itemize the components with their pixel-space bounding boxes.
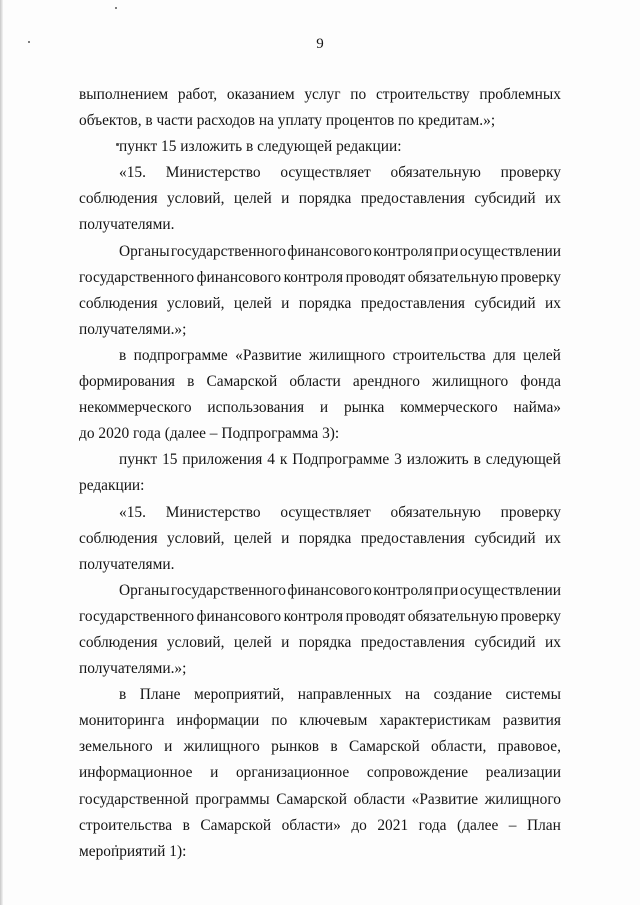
text-line (79, 291, 561, 317)
word: организационное (235, 764, 350, 782)
text-line (79, 82, 561, 108)
text-line: объектов, в части расходов на уплату процентов по кредитам.»; (79, 112, 496, 130)
scan-edge-shadow (0, 0, 3, 905)
word: 3 (394, 451, 402, 469)
word: и (281, 190, 290, 208)
word: Самарской (206, 373, 278, 391)
text-line (79, 526, 561, 552)
word: выполнением (79, 86, 169, 103)
text-line: редакции: (79, 477, 145, 495)
word: соблюдения (79, 190, 158, 208)
word: обязательную (390, 164, 481, 182)
word: финансового (287, 242, 372, 260)
word: и (164, 738, 173, 756)
word: подпрограмме (133, 346, 228, 364)
word: в (330, 738, 338, 756)
word: характеристикам (379, 712, 491, 730)
word: области (353, 790, 406, 808)
word: информационное (79, 764, 193, 782)
word: их (545, 294, 561, 312)
text-line: мероприятий 1): (79, 842, 187, 860)
word: проводят (345, 607, 406, 625)
word: фонда (520, 373, 561, 391)
word: осуществлении (459, 242, 561, 260)
text-line (79, 447, 561, 473)
word: государственного (170, 581, 286, 599)
word: План (527, 816, 561, 834)
word: 4 (267, 451, 275, 469)
word: их (545, 190, 561, 208)
word: на (405, 686, 421, 704)
text-line (79, 604, 561, 630)
text-line (79, 813, 561, 839)
word: «Развитие (235, 346, 302, 364)
word: обязательную (407, 607, 499, 625)
text-line (79, 760, 561, 786)
word: найма» (513, 399, 561, 417)
text-line (79, 186, 561, 212)
word: в (182, 816, 190, 834)
word: проблемных (479, 86, 561, 103)
word: года (418, 816, 447, 834)
text-line (79, 708, 561, 734)
word: некоммерческого (79, 399, 192, 417)
word: предоставления (360, 529, 465, 547)
word: их (545, 633, 561, 651)
word: обязательную (407, 268, 499, 286)
word: строительства (392, 346, 486, 364)
word: целей (233, 294, 272, 312)
text-line (79, 682, 561, 708)
word: сопровождение (366, 764, 469, 782)
word: – (508, 816, 517, 834)
word: жилищного (484, 790, 561, 808)
word: порядка (298, 190, 352, 208)
text-line: получателями. (79, 555, 175, 573)
word: пункт (119, 451, 158, 469)
word: соблюдения (79, 529, 158, 547)
text-line: получателями.»; (79, 660, 187, 678)
word: контроля (283, 268, 344, 286)
text-line (79, 734, 561, 760)
word: контроля (373, 242, 433, 260)
word: Самарской (276, 790, 347, 808)
word: в (187, 373, 195, 391)
text-line: получателями.»; (79, 320, 187, 338)
word: для (493, 346, 516, 364)
word: развития (502, 712, 561, 730)
word: жилищного (432, 373, 509, 391)
word: мониторинга (79, 712, 165, 730)
word: финансового (196, 268, 282, 286)
word: их (545, 529, 561, 547)
word: условий, (166, 190, 225, 208)
word: области, (431, 738, 487, 756)
word: Органы (119, 242, 170, 260)
word: государственной (79, 790, 189, 808)
text-line (79, 265, 561, 291)
word: обязательную (390, 503, 481, 521)
word: предоставления (360, 190, 465, 208)
word: осуществляет (280, 164, 371, 182)
word: предоставления (360, 294, 465, 312)
word: приложения (182, 451, 263, 469)
text-line: до 2020 года (далее – Подпрограмма 3): (79, 425, 340, 443)
word: государственного (79, 268, 195, 286)
word: направленных (297, 686, 392, 704)
word: государственного (79, 607, 195, 625)
text-line: получателями. (79, 216, 175, 234)
word: и (210, 764, 219, 782)
text-line (79, 160, 561, 186)
word: осуществлении (459, 581, 561, 599)
text-line (79, 630, 561, 656)
word: осуществляет (280, 503, 371, 521)
word: формирования (79, 373, 175, 391)
word: целей (233, 190, 272, 208)
word: предоставления (360, 633, 465, 651)
word: до (351, 816, 367, 834)
word: Органы (119, 581, 170, 599)
word: в (473, 451, 481, 469)
text-line (79, 239, 561, 265)
word: (далее (457, 816, 499, 834)
word: субсидий (474, 529, 536, 547)
word: и (319, 399, 329, 417)
word: Министерство (165, 503, 261, 521)
word: проверку (500, 607, 561, 625)
word: субсидий (474, 294, 536, 312)
word: субсидий (474, 633, 536, 651)
word: целей (523, 346, 561, 364)
text-line (79, 369, 561, 395)
word: финансового (196, 607, 282, 625)
word: при (434, 581, 459, 599)
word: «Развитие (411, 790, 479, 808)
word: 15 (162, 451, 178, 469)
word: проверку (500, 164, 561, 182)
word: следующей (485, 451, 561, 469)
word: Самарской (200, 816, 272, 834)
word: порядка (298, 294, 352, 312)
word: 2021 (377, 816, 409, 834)
word: строительству (375, 86, 470, 103)
word: и (281, 529, 290, 547)
word: в (119, 686, 127, 704)
word: земельного (79, 738, 153, 756)
word: проверку (500, 503, 561, 521)
word: системы (505, 686, 561, 704)
word: контроля (373, 581, 433, 599)
word: жилищного (309, 346, 386, 364)
word: порядка (298, 633, 352, 651)
word: использования (207, 399, 305, 417)
page-number: 9 (316, 36, 324, 52)
word: условий, (166, 529, 225, 547)
word: при (434, 242, 459, 260)
text-line (79, 343, 561, 369)
text-line (79, 578, 561, 604)
word: «15. (119, 503, 146, 521)
word: целей (233, 529, 272, 547)
text-line (79, 787, 561, 813)
word: соблюдения (79, 294, 158, 312)
text-line (79, 395, 561, 421)
word: Самарской (348, 738, 420, 756)
text-line (79, 500, 561, 526)
word: соблюдения (79, 633, 158, 651)
word: государственного (170, 242, 286, 260)
word: в (119, 346, 127, 364)
word: проводят (345, 268, 406, 286)
word: по (271, 712, 288, 730)
document-body (79, 82, 561, 865)
word: контроля (283, 607, 344, 625)
word: изложить (406, 451, 469, 469)
word: работ, (177, 86, 218, 103)
word: условий, (166, 633, 225, 651)
word: рынков (271, 738, 320, 756)
word: целей (233, 633, 272, 651)
word: правовое, (497, 738, 561, 756)
word: информации (176, 712, 260, 730)
word: «15. (119, 164, 146, 182)
word: коммерческого (400, 399, 498, 417)
word: программы (195, 790, 270, 808)
word: порядка (298, 529, 352, 547)
word: Министерство (165, 164, 261, 182)
word: жилищного (183, 738, 260, 756)
word: рынка (343, 399, 385, 417)
word: создание (433, 686, 492, 704)
word: финансового (287, 581, 372, 599)
word: мероприятий, (194, 686, 285, 704)
word: и (281, 294, 290, 312)
text-line: пункт 15 изложить в следующей редакции: (119, 138, 402, 156)
word: оказанием (226, 86, 295, 103)
word: субсидий (474, 190, 536, 208)
word: области (289, 373, 341, 391)
word: услуг (304, 86, 341, 103)
word: области» (281, 816, 341, 834)
word: к (279, 451, 288, 469)
scan-speck (115, 7, 117, 9)
word: Подпрограмме (292, 451, 390, 469)
word: и (281, 633, 290, 651)
word: ключевым (299, 712, 368, 730)
word: реализации (485, 764, 561, 782)
word: Плане (139, 686, 181, 704)
word: строительства (79, 816, 173, 834)
word: проверку (500, 268, 561, 286)
word: арендного (352, 373, 420, 391)
word: условий, (166, 294, 225, 312)
word: по (350, 86, 367, 103)
